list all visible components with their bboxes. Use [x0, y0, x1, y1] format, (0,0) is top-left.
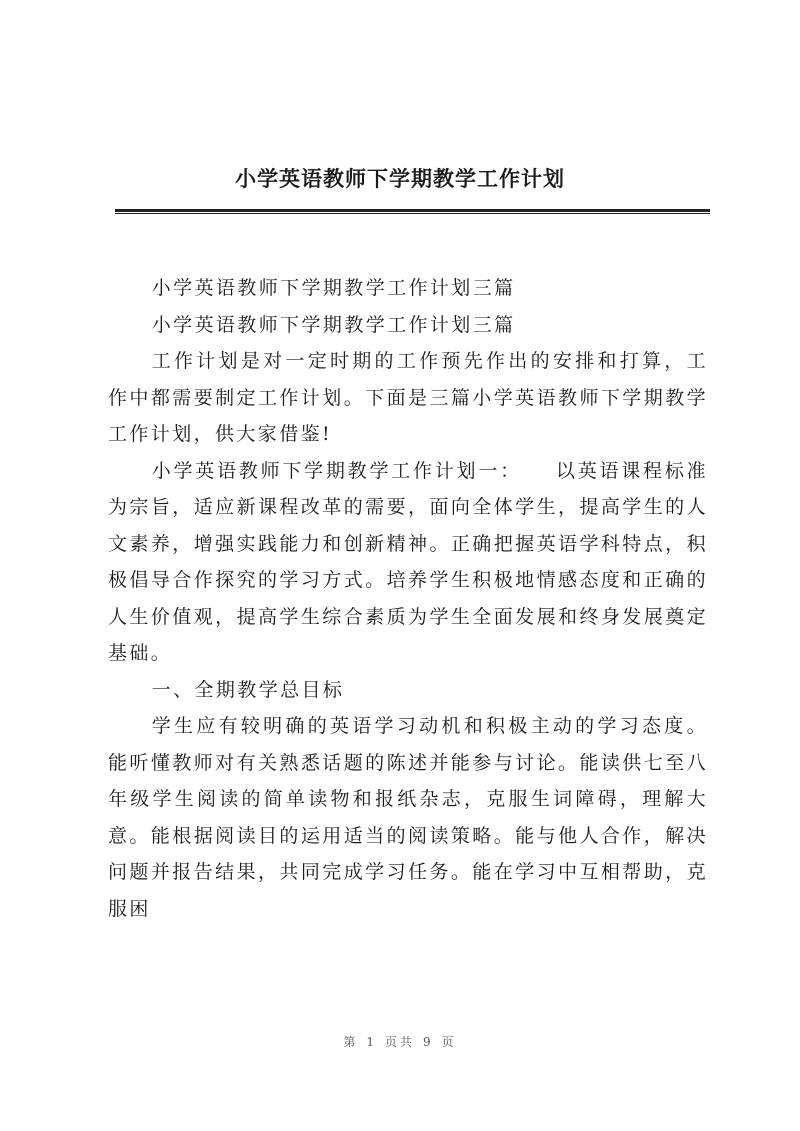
- page-footer: [0, 1033, 800, 1050]
- document-body: [108, 270, 708, 927]
- footer-prefix: 第: [343, 1035, 359, 1049]
- paragraph: 小学英语教师下学期教学工作计划三篇: [151, 313, 516, 336]
- footer-suffix: 页: [441, 1035, 457, 1049]
- paragraph: 小学英语教师下学期教学工作计划三篇: [151, 277, 516, 299]
- document-title: 小学英语教师下学期教学工作计划: [235, 167, 565, 191]
- section-heading: 一、全期教学总目标: [151, 678, 345, 701]
- paragraph: 工作计划是对一定时期的工作预先作出的安排和打算，工作中都需要制定工作计划。下面是三篇小学英语教师下学期教学工作计划，供大家借鉴!: [108, 350, 708, 445]
- paragraph: 学生应有较明确的英语学习动机和积极主动的学习态度。能听懂教师对有关熟悉话题的陈述并能参与讨论。能读供七至八年级学生阅读的简单读物和报纸杂志，克服生词障碍，理解大意。能根据阅读目的运用适当的阅读策略。能与他人合作，解决问题并报告结果，共同完成学习任务。能在学习中互相帮助，克服困: [108, 715, 708, 920]
- paragraph: 小学英语教师下学期教学工作计划一： 以英语课程标准为宗旨，适应新课程改革的需要，面向全体学生，提高学生的人文素养，增强实践能力和创新精神。正确把握英语学科特点，积极倡导合作探究的学习方式。培养学生积极地情感态度和正确的人生价值观，提高学生综合素质为学生全面发展和终身发展奠定基础。: [108, 459, 708, 664]
- footer-total-pages: 9: [423, 1035, 434, 1049]
- footer-current-page: 1: [366, 1035, 377, 1049]
- footer-middle: 页共: [384, 1035, 415, 1049]
- title-divider: [115, 209, 710, 214]
